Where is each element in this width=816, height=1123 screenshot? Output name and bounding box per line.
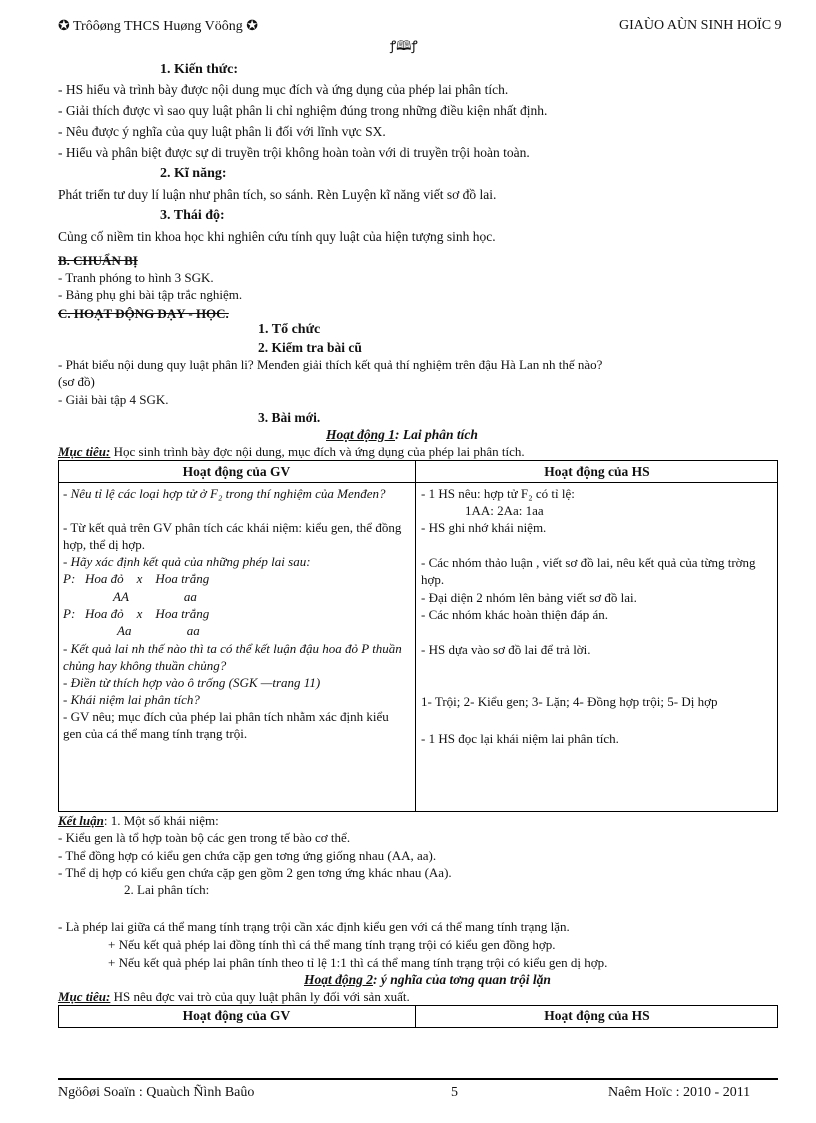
header-title: GIAÙO AÙN SINH HOÏC 9 bbox=[619, 18, 782, 33]
gv-question: - Nêu tỉ lệ các loại hợp tử ở F₂ trong thí nghiệm của Menđen? bbox=[63, 486, 386, 501]
gv-question: - Điền từ thích hợp vào ô trống (SGK —trang 11) bbox=[63, 675, 321, 690]
hs-answer: - 1 HS đọc lại khái niệm lai phân tích. bbox=[421, 731, 619, 746]
conclusion-item: - Thể dị hợp có kiểu gen chứa cặp gen gồm 2 gen tơng ứng khác nhau (Aa). bbox=[58, 865, 452, 880]
review-question: - Phát biểu nội dung quy luật phân li? Menđen giải thích kết quả thí nghiệm trên đậu Hà Lan nh thế nào? bbox=[58, 357, 603, 372]
activity2-title: Hoạt động 2: ý nghĩa của tơng quan trội lặn bbox=[304, 972, 551, 987]
conclusion-case: + Nếu kết quả phép lai phân tính theo tỉ lệ 1:1 thì cá thể mang tính trạng trội có kiểu gen dị hợp. bbox=[108, 955, 608, 970]
col-header-gv: Hoạt động của GV bbox=[182, 464, 291, 479]
heading-attitude: 3. Thái độ: bbox=[160, 208, 225, 223]
knowledge-item: - Giải thích được vì sao quy luật phân li chỉ nghiệm đúng trong những điều kiện nhất định. bbox=[58, 103, 548, 118]
footer-author: Ngöôøi Soaïn : Quaùch Ñình Baûo bbox=[58, 1085, 255, 1100]
attitude-text: Củng cố niềm tin khoa học khi nghiên cứu tính quy luật của hiện tượng sinh học. bbox=[58, 229, 496, 244]
table-header-line bbox=[58, 482, 778, 483]
prep-item: - Bảng phụ ghi bài tập trắc nghiệm. bbox=[58, 287, 243, 302]
heading-knowledge: 1. Kiến thức: bbox=[160, 62, 239, 77]
hs-ratio: 1AA: 2Aa: 1aa bbox=[465, 503, 544, 518]
gv-genotype: Aa aa bbox=[117, 623, 200, 638]
gv-genotype: AA aa bbox=[113, 589, 197, 604]
hs-answer: 1- Trội; 2- Kiểu gen; 3- Lặn; 4- Đồng hợp trội; 5- Dị hợp bbox=[421, 694, 718, 709]
skills-text: Phát triển tư duy lí luận như phân tích, so sánh. Rèn Luyện kĩ năng viết sơ đồ lai. bbox=[58, 187, 497, 202]
activity2-goal: Mục tiêu: HS nêu đợc vai trò của quy luật phân ly đối với sản xuất. bbox=[58, 989, 410, 1004]
page-number: 5 bbox=[451, 1085, 458, 1100]
heading-preparation: B. CHUẨN BỊ bbox=[58, 253, 138, 268]
hs-answer: - Các nhóm thảo luận , viết sơ đồ lai, nêu kết quả của từng trờng hợp. bbox=[421, 555, 756, 587]
review-exercise: - Giải bài tập 4 SGK. bbox=[58, 392, 169, 407]
col-header-hs: Hoạt động của HS bbox=[544, 1008, 650, 1023]
knowledge-item: - Nêu được ý nghĩa của quy luật phân li đối với lĩnh vực SX. bbox=[58, 124, 386, 139]
heading-organization: 1. Tổ chức bbox=[258, 322, 321, 337]
gv-question: - Kết quả lai nh thế nào thì ta có thể kết luận đậu hoa đỏ P thuần chủng hay không thuần chủng? bbox=[63, 641, 402, 673]
activity1-goal: Mục tiêu: Học sinh trình bày đợc nội dung, mục đích và ứng dụng của phép lai phân tích. bbox=[58, 444, 525, 459]
hs-answer: - HS dựa vào sơ đồ lai để trả lời. bbox=[421, 642, 591, 657]
gv-cross: P: Hoa đỏ x Hoa trắng bbox=[63, 606, 210, 621]
hs-answer: - Đại diện 2 nhóm lên bảng viết sơ đồ lai. bbox=[421, 590, 637, 605]
conclusion-case: + Nếu kết quả phép lai đồng tính thì cá thể mang tính trạng trội có kiểu gen đồng hợp. bbox=[108, 937, 556, 952]
hs-answer: - HS ghi nhớ khái niệm. bbox=[421, 520, 547, 535]
header-school: ✪ Trôôøng THCS Huøng Vöông ✪ bbox=[58, 19, 258, 34]
col-header-gv: Hoạt động của GV bbox=[182, 1008, 291, 1023]
heading-review: 2. Kiểm tra bài cũ bbox=[258, 340, 362, 355]
conclusion-definition: - Là phép lai giữa cá thể mang tính trạng trội cần xác định kiểu gen với cá thể mang tính trạng lặn. bbox=[58, 919, 570, 934]
gv-step: - GV nêu; mục đích của phép lai phân tích nhằm xác định kiểu gen của cá thể mang tính trạng trội. bbox=[63, 709, 389, 741]
conclusion-item: - Kiểu gen là tổ hợp toàn bộ các gen trong tế bào cơ thể. bbox=[58, 830, 351, 845]
conclusion-item: - Thể đồng hợp có kiểu gen chứa cặp gen tơng ứng giống nhau (AA, aa). bbox=[58, 848, 437, 863]
header-ornament: ꝭ🕮ꝭ bbox=[390, 38, 418, 53]
table-divider bbox=[415, 460, 416, 812]
knowledge-item: - Hiểu và phân biệt được sự di truyền trội không hoàn toàn với di truyền trội hoàn toàn. bbox=[58, 145, 530, 160]
heading-skills: 2. Kĩ năng: bbox=[160, 166, 227, 181]
review-question-note: (sơ đồ) bbox=[58, 374, 95, 389]
gv-step: - Từ kết quả trên GV phân tích các khái niệm: kiểu gen, thể đồng hợp, thể dị hợp. bbox=[63, 520, 402, 552]
conclusion-heading: Kết luận: 1. Một số khái niệm: bbox=[58, 813, 219, 828]
footer-year: Naêm Hoïc : 2010 - 2011 bbox=[608, 1085, 751, 1100]
gv-question: - Khái niệm lai phân tích? bbox=[63, 692, 200, 707]
hs-answer: - 1 HS nêu: hợp tử F₂ có tỉ lệ: bbox=[421, 486, 575, 501]
gv-question: - Hãy xác định kết quả của những phép lai sau: bbox=[63, 554, 311, 569]
conclusion-subheading: 2. Lai phân tích: bbox=[124, 882, 210, 897]
footer-rule bbox=[58, 1078, 778, 1080]
heading-activities: C. HOẠT ĐỘNG DẠY - HỌC. bbox=[58, 306, 229, 321]
hs-answer: - Các nhóm khác hoàn thiện đáp án. bbox=[421, 607, 608, 622]
gv-cross: P: Hoa đỏ x Hoa trắng bbox=[63, 571, 210, 586]
prep-item: - Tranh phóng to hình 3 SGK. bbox=[58, 270, 214, 285]
col-header-hs: Hoạt động của HS bbox=[544, 464, 650, 479]
heading-new-lesson: 3. Bài mới. bbox=[258, 410, 321, 425]
activity1-title: Hoạt động 1: Lai phân tích bbox=[326, 427, 478, 442]
knowledge-item: - HS hiểu và trình bày được nội dung mục đích và ứng dụng của phép lai phân tích. bbox=[58, 82, 509, 97]
